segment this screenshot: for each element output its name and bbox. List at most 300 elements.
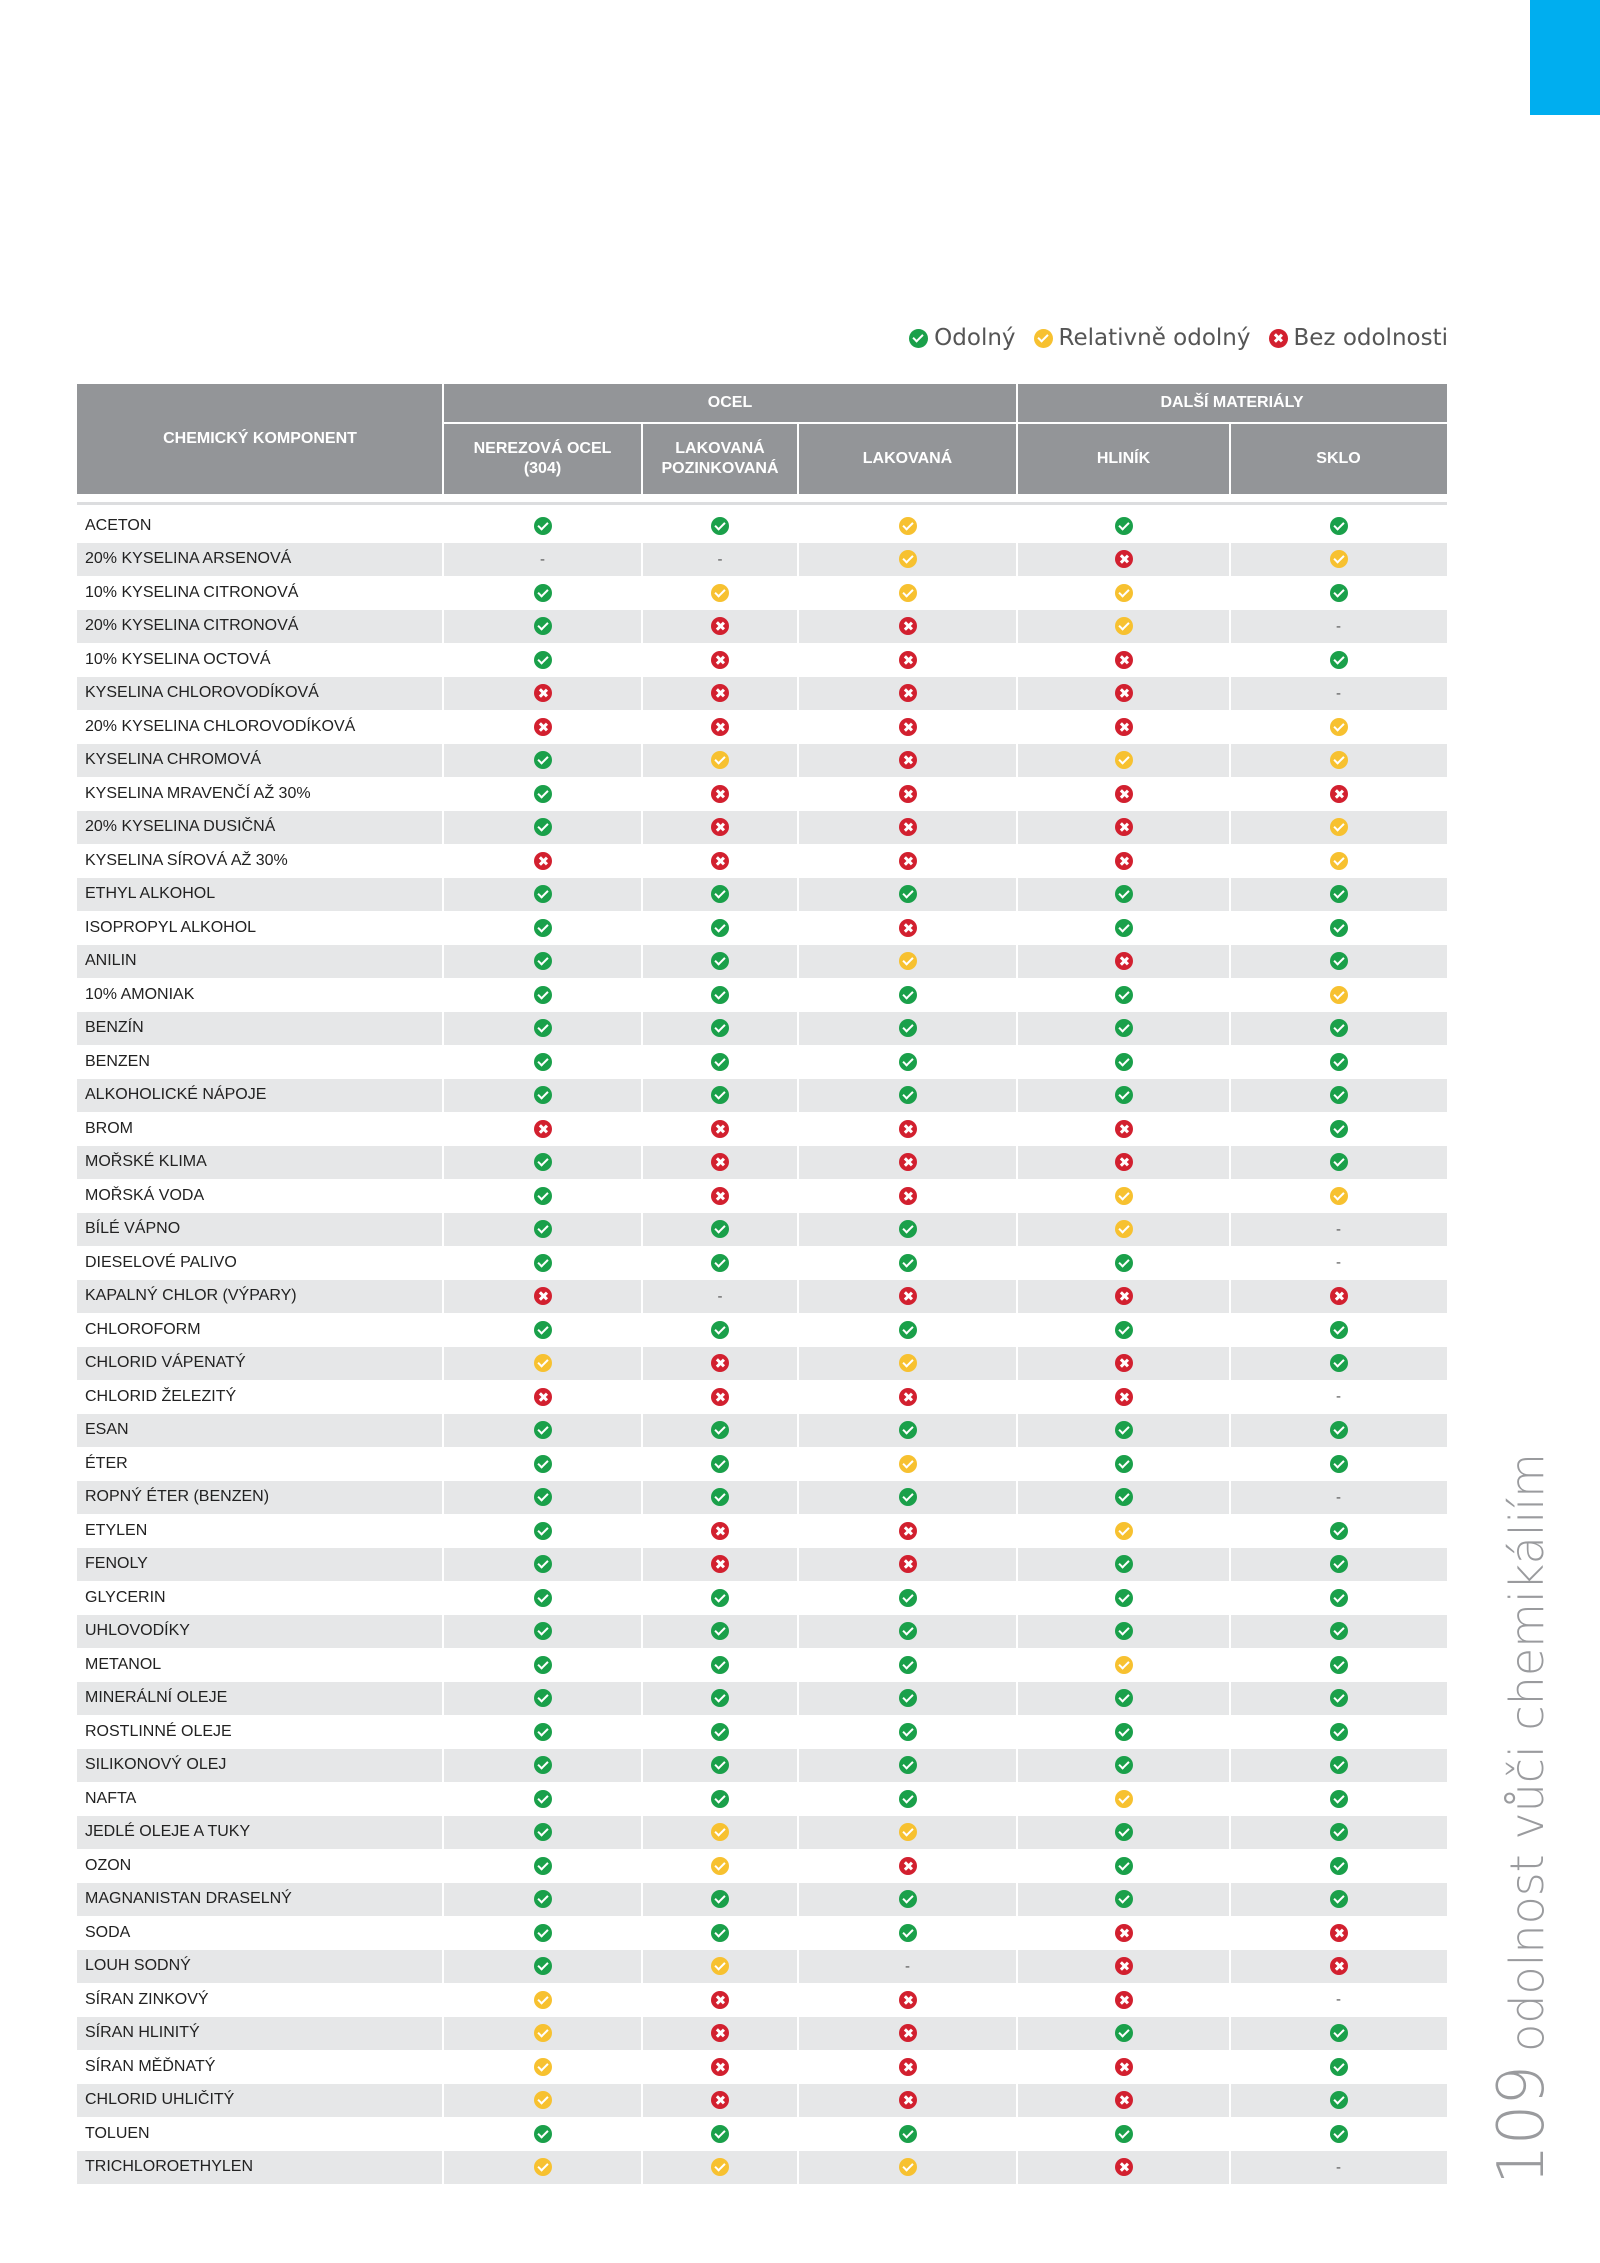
rating-cell [642, 1548, 798, 1582]
rating-cell [798, 1447, 1017, 1481]
rating-cell [443, 744, 642, 778]
check-circle-green-icon [534, 1924, 552, 1942]
rating-cell [798, 978, 1017, 1012]
rating-cell [642, 610, 798, 644]
rating-cell [1230, 1615, 1447, 1649]
table-row [77, 1916, 1447, 1950]
check-circle-green-icon [1330, 2024, 1348, 2042]
chemical-name: 10% KYSELINA OCTOVÁ [85, 650, 271, 668]
rating-cell [642, 1414, 798, 1448]
rating-cell [443, 1380, 642, 1414]
rating-cell [1230, 1079, 1447, 1113]
check-circle-green-icon [1330, 1120, 1348, 1138]
rating-cell [1230, 945, 1447, 979]
rating-cell [443, 1012, 642, 1046]
rating-cell [443, 1548, 642, 1582]
check-circle-yellow-icon [534, 1991, 552, 2009]
check-circle-green-icon [1115, 1589, 1133, 1607]
chemical-name: SÍRAN ZINKOVÝ [85, 1990, 209, 2008]
check-circle-yellow-icon [1330, 818, 1348, 836]
rating-cell [1017, 576, 1230, 610]
header-col-painted: LAKOVANÁ [862, 450, 953, 467]
check-circle-yellow-icon [534, 2091, 552, 2109]
table-row [77, 1648, 1447, 1682]
chemical-name: ÉTER [85, 1454, 128, 1472]
rating-cell [642, 1648, 798, 1682]
rating-cell [1230, 811, 1447, 845]
check-circle-green-icon [1115, 1455, 1133, 1473]
rating-cell [642, 1581, 798, 1615]
rating-cell [642, 1280, 798, 1314]
x-circle-red-icon [1115, 952, 1133, 970]
rating-cell [1017, 1079, 1230, 1113]
chemical-name: ACETON [85, 516, 152, 534]
check-circle-green-icon [534, 885, 552, 903]
rating-cell [1230, 1648, 1447, 1682]
table-row [77, 1447, 1447, 1481]
check-circle-green-icon [1330, 1656, 1348, 1674]
rating-cell [798, 811, 1017, 845]
rating-cell [642, 811, 798, 845]
rating-cell [443, 945, 642, 979]
x-circle-red-icon [711, 2091, 729, 2109]
table-row [77, 1313, 1447, 1347]
x-circle-red-icon [534, 852, 552, 870]
header-underline [77, 502, 1447, 505]
rating-cell [1230, 2151, 1447, 2185]
rating-cell [1017, 1280, 1230, 1314]
rating-cell [798, 1514, 1017, 1548]
legend [909, 320, 1448, 356]
chemical-name: CHLORID UHLIČITÝ [85, 2091, 235, 2109]
rating-cell [443, 509, 642, 543]
check-circle-green-icon [534, 584, 552, 602]
check-circle-green-icon [1330, 1522, 1348, 1540]
legend-relative [1034, 325, 1251, 351]
table-row [77, 777, 1447, 811]
check-circle-yellow-icon [711, 1857, 729, 1875]
no-data-dash: - [1336, 1991, 1341, 2009]
check-circle-green-icon [534, 1589, 552, 1607]
table-row [77, 1146, 1447, 1180]
chemical-name: BENZÍN [85, 1019, 144, 1037]
legend-relative-label: Relativně odolný [1058, 325, 1251, 351]
rating-cell [443, 978, 642, 1012]
check-circle-green-icon [1330, 1354, 1348, 1372]
check-circle-green-icon [534, 1622, 552, 1640]
rating-cell [443, 811, 642, 845]
header-divider [1016, 384, 1018, 494]
check-circle-green-icon [899, 1924, 917, 1942]
chemical-name: ROPNÝ ÉTER (BENZEN) [85, 1488, 270, 1506]
rating-cell [1230, 878, 1447, 912]
x-circle-red-icon [711, 1187, 729, 1205]
rating-cell [1017, 911, 1230, 945]
rating-cell [1230, 1849, 1447, 1883]
rating-cell [798, 2117, 1017, 2151]
check-circle-yellow-icon [1330, 550, 1348, 568]
check-circle-green-icon [899, 1019, 917, 1037]
x-circle-red-icon [711, 2058, 729, 2076]
check-circle-green-icon [711, 1723, 729, 1741]
rating-cell [642, 1112, 798, 1146]
x-circle-red-icon [899, 1187, 917, 1205]
rating-cell [642, 1380, 798, 1414]
rating-cell [642, 1615, 798, 1649]
check-circle-green-icon [899, 1790, 917, 1808]
check-circle-green-icon [711, 919, 729, 937]
table-row [77, 1615, 1447, 1649]
chemical-name: ETYLEN [85, 1521, 148, 1539]
page-number: 109 [1485, 2065, 1559, 2185]
blue-tab-accent [1530, 0, 1600, 115]
x-circle-red-icon [1115, 2058, 1133, 2076]
check-circle-green-icon [1330, 2058, 1348, 2076]
check-circle-green-icon [1115, 1890, 1133, 1908]
header-divider [641, 424, 643, 494]
chemical-name: ESAN [85, 1421, 129, 1439]
check-circle-green-icon [899, 1053, 917, 1071]
x-circle-red-icon [1115, 1957, 1133, 1975]
header-divider [797, 424, 799, 494]
chemical-name: NAFTA [85, 1789, 137, 1807]
rating-cell [642, 1179, 798, 1213]
table-row [77, 2050, 1447, 2084]
table-row [77, 1079, 1447, 1113]
check-circle-green-icon [711, 1220, 729, 1238]
rating-cell [798, 878, 1017, 912]
rating-cell [642, 576, 798, 610]
check-circle-green-icon [899, 1086, 917, 1104]
rating-cell [1017, 1246, 1230, 1280]
rating-cell [1230, 2117, 1447, 2151]
check-circle-green-icon [1115, 1689, 1133, 1707]
check-circle-green-icon [899, 1488, 917, 1506]
check-circle-green-icon [1330, 1321, 1348, 1339]
x-circle-red-icon [1115, 651, 1133, 669]
rating-cell [443, 1112, 642, 1146]
rating-cell [1017, 1447, 1230, 1481]
rating-cell [443, 677, 642, 711]
x-circle-red-icon [1330, 1924, 1348, 1942]
check-circle-green-icon [534, 1488, 552, 1506]
rating-cell [798, 1414, 1017, 1448]
check-circle-green-icon [711, 1321, 729, 1339]
header-divider [443, 422, 1447, 424]
no-data-dash: - [1336, 1220, 1341, 1238]
check-circle-green-icon [1330, 1723, 1348, 1741]
no-data-dash: - [1336, 2158, 1341, 2176]
chemical-name: MINERÁLNÍ OLEJE [85, 1689, 228, 1707]
rating-cell [1017, 878, 1230, 912]
x-circle-red-icon [899, 751, 917, 769]
rating-cell [1230, 2050, 1447, 2084]
rating-cell [1017, 1782, 1230, 1816]
rating-cell [798, 1950, 1017, 1984]
rating-cell [798, 1715, 1017, 1749]
no-data-dash: - [540, 550, 545, 568]
table-row [77, 1347, 1447, 1381]
check-circle-green-icon [899, 986, 917, 1004]
rating-cell [642, 911, 798, 945]
chemical-name: CHLORID ŽELEZITÝ [85, 1387, 237, 1405]
check-circle-green-icon [534, 1053, 552, 1071]
check-circle-green-icon [1330, 1555, 1348, 1573]
x-circle-red-icon [899, 1153, 917, 1171]
x-circle-red-icon [711, 2024, 729, 2042]
rating-cell [798, 945, 1017, 979]
check-circle-yellow-icon [534, 2058, 552, 2076]
rating-cell [642, 509, 798, 543]
rating-cell [798, 610, 1017, 644]
table-row [77, 2117, 1447, 2151]
chemical-name: JEDLÉ OLEJE A TUKY [85, 1823, 251, 1841]
rating-cell [1230, 1883, 1447, 1917]
rating-cell [1017, 2017, 1230, 2051]
rating-cell [642, 1682, 798, 1716]
table-row [77, 1682, 1447, 1716]
check-circle-green-icon [1330, 651, 1348, 669]
check-circle-green-icon [711, 1589, 729, 1607]
rating-cell [798, 1548, 1017, 1582]
check-circle-green-icon [534, 2125, 552, 2143]
table-row [77, 710, 1447, 744]
rating-cell [642, 643, 798, 677]
chemical-name: 20% KYSELINA ARSENOVÁ [85, 550, 292, 568]
check-circle-yellow-icon [1115, 751, 1133, 769]
rating-cell [443, 878, 642, 912]
rating-cell [1017, 777, 1230, 811]
x-circle-red-icon [711, 852, 729, 870]
rating-cell [1017, 677, 1230, 711]
x-circle-red-icon [1115, 1388, 1133, 1406]
check-circle-green-icon [534, 1455, 552, 1473]
x-circle-red-icon [1115, 818, 1133, 836]
table-row [77, 945, 1447, 979]
check-circle-green-icon [711, 1086, 729, 1104]
check-circle-green-icon [534, 651, 552, 669]
rating-cell [1017, 1012, 1230, 1046]
check-circle-green-icon [899, 1890, 917, 1908]
chemical-name: SILIKONOVÝ OLEJ [85, 1756, 227, 1774]
check-circle-green-icon [1330, 1790, 1348, 1808]
table-row [77, 811, 1447, 845]
rating-cell [1017, 1481, 1230, 1515]
rating-cell [443, 844, 642, 878]
x-circle-red-icon [1115, 2091, 1133, 2109]
x-circle-red-icon [1115, 684, 1133, 702]
rating-cell [443, 1481, 642, 1515]
check-circle-green-icon [534, 517, 552, 535]
x-circle-red-icon [534, 1388, 552, 1406]
header-group-steel: OCEL [707, 394, 753, 411]
rating-cell [642, 1782, 798, 1816]
rating-cell [443, 1246, 642, 1280]
rating-cell [443, 1447, 642, 1481]
check-circle-green-icon [534, 1656, 552, 1674]
rating-cell [443, 576, 642, 610]
x-circle-red-icon [1330, 1287, 1348, 1305]
rating-cell [642, 1012, 798, 1046]
chemical-name: ETHYL ALKOHOL [85, 885, 216, 903]
no-data-dash: - [1336, 1254, 1341, 1272]
legend-none [1269, 325, 1449, 351]
rating-cell [798, 1179, 1017, 1213]
table-row [77, 744, 1447, 778]
x-circle-red-icon [711, 1354, 729, 1372]
rating-cell [798, 2151, 1017, 2185]
rating-cell [642, 1715, 798, 1749]
table-row [77, 610, 1447, 644]
rating-cell [1230, 1045, 1447, 1079]
check-circle-green-icon [534, 1220, 552, 1238]
rating-cell [1017, 1883, 1230, 1917]
chemical-name: ROSTLINNÉ OLEJE [85, 1722, 232, 1740]
check-circle-yellow-icon [1115, 1656, 1133, 1674]
chemical-name: 20% KYSELINA DUSIČNÁ [85, 818, 276, 836]
check-circle-green-icon [1330, 919, 1348, 937]
chemical-name: 10% AMONIAK [85, 985, 195, 1003]
rating-cell [443, 1682, 642, 1716]
check-circle-green-icon [534, 1756, 552, 1774]
no-data-dash: - [1336, 684, 1341, 702]
chemical-name: ANILIN [85, 952, 137, 970]
table-row [77, 1581, 1447, 1615]
chemical-name: KYSELINA MRAVENČÍ AŽ 30% [85, 784, 311, 802]
check-circle-green-icon [534, 751, 552, 769]
check-circle-green-icon [711, 885, 729, 903]
x-circle-red-icon [1115, 718, 1133, 736]
check-circle-green-icon [1115, 1555, 1133, 1573]
rating-cell [798, 844, 1017, 878]
rating-cell [798, 1916, 1017, 1950]
check-circle-yellow-icon [534, 2024, 552, 2042]
rating-cell [1017, 1146, 1230, 1180]
rating-cell [798, 1280, 1017, 1314]
x-circle-red-icon [711, 1522, 729, 1540]
chemical-name: KAPALNÝ CHLOR (VÝPARY) [85, 1287, 297, 1305]
rating-cell [1017, 509, 1230, 543]
check-circle-green-icon [909, 329, 928, 348]
check-circle-green-icon [534, 1187, 552, 1205]
header-component: CHEMICKÝ KOMPONENT [163, 430, 357, 447]
table-row [77, 1883, 1447, 1917]
rating-cell [798, 576, 1017, 610]
rating-cell [1017, 1112, 1230, 1146]
rating-cell [1017, 744, 1230, 778]
legend-resistant [909, 325, 1015, 351]
check-circle-green-icon [1115, 1723, 1133, 1741]
rating-cell [642, 1146, 798, 1180]
check-circle-green-icon [711, 1622, 729, 1640]
rating-cell [443, 1045, 642, 1079]
check-circle-green-icon [1330, 885, 1348, 903]
x-circle-red-icon [899, 852, 917, 870]
rating-cell [1230, 1012, 1447, 1046]
check-circle-green-icon [711, 2125, 729, 2143]
rating-cell [1230, 677, 1447, 711]
rating-cell [1017, 1849, 1230, 1883]
table-row [77, 2084, 1447, 2118]
rating-cell [1017, 1950, 1230, 1984]
rating-cell [1017, 1749, 1230, 1783]
check-circle-green-icon [1330, 1019, 1348, 1037]
x-circle-red-icon [899, 1287, 917, 1305]
rating-cell [798, 677, 1017, 711]
check-circle-green-icon [1115, 1086, 1133, 1104]
rating-cell [642, 710, 798, 744]
chemical-name: MOŘSKÁ VODA [85, 1186, 205, 1204]
side-title [1485, 1453, 1559, 2185]
rating-cell [798, 2084, 1017, 2118]
check-circle-green-icon [899, 1321, 917, 1339]
check-circle-green-icon [899, 2125, 917, 2143]
no-data-dash: - [1336, 1388, 1341, 1406]
no-data-dash: - [1336, 617, 1341, 635]
x-circle-red-icon [899, 651, 917, 669]
rating-cell [642, 2151, 798, 2185]
table-row [77, 2017, 1447, 2051]
rating-cell [642, 777, 798, 811]
rating-cell [1017, 1648, 1230, 1682]
rating-cell [798, 643, 1017, 677]
chemical-name: TRICHLOROETHYLEN [85, 2158, 254, 2176]
rating-cell [1017, 710, 1230, 744]
rating-cell [642, 2050, 798, 2084]
check-circle-green-icon [534, 1857, 552, 1875]
check-circle-yellow-icon [899, 517, 917, 535]
table-row [77, 509, 1447, 543]
rating-cell [1230, 2084, 1447, 2118]
x-circle-red-icon [899, 617, 917, 635]
no-data-dash: - [1336, 1488, 1341, 1506]
rating-cell [1230, 1782, 1447, 1816]
table-row [77, 1414, 1447, 1448]
table-row [77, 911, 1447, 945]
rating-cell [798, 1682, 1017, 1716]
x-circle-red-icon [711, 1388, 729, 1406]
rating-cell [642, 1045, 798, 1079]
rating-cell [1017, 1615, 1230, 1649]
check-circle-yellow-icon [1330, 718, 1348, 736]
table-row [77, 1749, 1447, 1783]
x-circle-red-icon [1115, 1120, 1133, 1138]
rating-cell [443, 1950, 642, 1984]
rating-cell [798, 1246, 1017, 1280]
rating-cell [798, 2017, 1017, 2051]
legend-resistant-label: Odolný [934, 325, 1016, 351]
check-circle-green-icon [1330, 1823, 1348, 1841]
rating-cell [798, 911, 1017, 945]
x-circle-red-icon [711, 1153, 729, 1171]
rating-cell [798, 1816, 1017, 1850]
chemical-name: KYSELINA SÍROVÁ AŽ 30% [85, 851, 288, 869]
x-circle-red-icon [534, 718, 552, 736]
check-circle-green-icon [1115, 986, 1133, 1004]
check-circle-green-icon [1330, 2091, 1348, 2109]
check-circle-green-icon [534, 1522, 552, 1540]
x-circle-red-icon [899, 919, 917, 937]
rating-cell [1230, 911, 1447, 945]
rating-cell [642, 1481, 798, 1515]
chemical-name: TOLUEN [85, 2124, 150, 2142]
check-circle-green-icon [1330, 1857, 1348, 1875]
header-group-other: DALŠÍ MATERIÁLY [1160, 394, 1304, 411]
rating-cell [1017, 1514, 1230, 1548]
rating-cell [1230, 777, 1447, 811]
chemical-name: MOŘSKÉ KLIMA [85, 1153, 207, 1171]
header-divider [442, 384, 444, 494]
